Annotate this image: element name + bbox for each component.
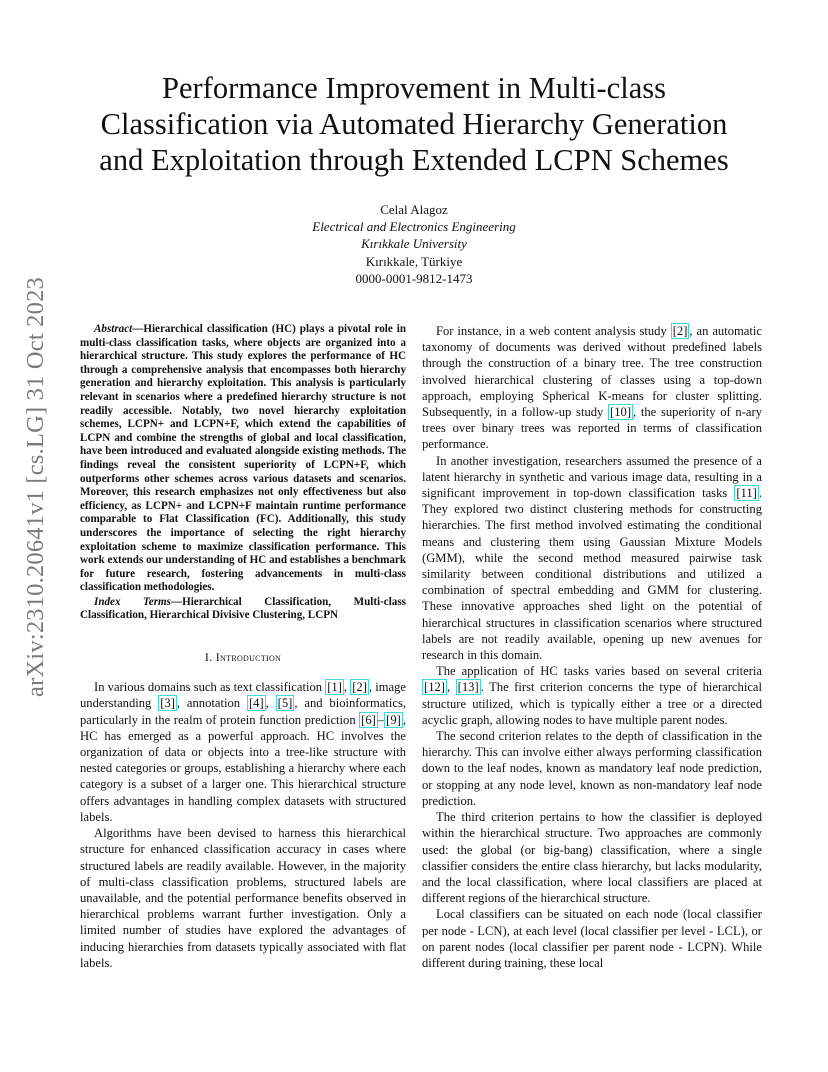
abstract-text: —Hierarchical classification (HC) plays a pivotal role in multi-class classification tasks, where objects are organized into a hierarchical structure. This study explores the performance of HC through a comprehensive analysis that encompasses both hierarchy generation and hierarchy exploitation. This analysis is particularly relevant in scenarios where a predefined hierarchy structure is not readily accessible. Notably, two novel hierarchy exploitation schemes, LCPN+ and LCPN+F, which extend the capabilities of LCPN and combine the strengths of global and local classification, have been introduced and evaluated alongside existing methods. The findings reveal the consistent superiority of LCPN+F, which outperforms other schemes across various datasets and scenarios. Moreover, this research emphasizes not only effectiveness but also efficiency, as LCPN+ and LCPN+F maintain runtime performance comparable to Flat Classification (FC). Additionally, this study underscores the importance of selecting the right hierarchy exploitation scheme to maximize classification performance. This work extends our understanding of HC and establishes a benchmark for future research, fostering advancements in multi-class classification methodologies. — [80, 323, 406, 594]
citation-link[interactable]: [2] — [352, 680, 367, 695]
index-terms-text: —Hierarchical Classification, Multi-class Classification, Hierarchical Divisive Clustering, LCPN — [80, 595, 406, 622]
abstract-label: Abstract — [94, 323, 133, 335]
body-paragraph: Algorithms have been devised to harness this hierarchical structure for enhanced classification accuracy in cases where structured labels are readily available. However, in the majority of multi-class classification problems, structured labels are unavailable, and the potential performance benefits observed in hierarchical problems warrant further investigation. Only a limited number of studies have explored the advantages of inducing hierarchies from datasets typically associated with flat labels. — [80, 826, 406, 970]
author-orcid: 0000-0001-9812-1473 — [355, 270, 473, 286]
left-column — [80, 323, 406, 971]
author-location: Kırıkkale, Türkiye — [365, 253, 463, 269]
section-heading: I. Introduction — [204, 650, 282, 665]
citation-link[interactable]: [6] — [361, 712, 376, 727]
author-block — [214, 201, 614, 287]
index-terms-label: Index Terms — [94, 595, 171, 608]
citation-link[interactable]: [5] — [277, 696, 293, 711]
citation-link[interactable]: [13] — [457, 680, 479, 695]
abstract — [80, 323, 406, 595]
citation-link[interactable]: [3] — [160, 696, 175, 711]
citation-link[interactable]: [9] — [386, 712, 401, 727]
right-body-text — [422, 323, 762, 971]
title-line: Classification via Automated Hierarchy Generation — [100, 107, 728, 141]
title-line: and Exploitation through Extended LCPN Schemes — [99, 143, 729, 177]
author-name: Celal Alagoz — [380, 202, 448, 217]
citation-link[interactable]: [12] — [424, 680, 445, 695]
citation-link[interactable]: [2] — [672, 324, 688, 338]
arxiv-identifier — [16, 277, 56, 697]
author-department: Electrical and Electronics Engineering — [312, 219, 516, 235]
body-paragraph: For instance, in a web content analysis study [2] , an automatic taxonomy of documents was derived without predefined labels through the construction of a binary tree. The tree construction involved hierarchical clustering of classes using a top-down approach, employing Spherical K-means for cluster splitting. Subsequently, in a follow-up study [10] , the superiority of n-ary trees over binary trees was reported in terms of classification performance. — [422, 324, 762, 452]
citation-link[interactable]: [10] — [610, 405, 632, 420]
right-column — [422, 323, 762, 971]
body-paragraph: Local classifiers can be situated on each node (local classifier per node - LCN), at each level (local classifier per level - LCL), or on parent nodes (local classifier per parent node - LCPN). While different during training, these local — [422, 907, 762, 970]
body-paragraph: In various domains such as text classification [1] , [2] , image understanding [3] , annotation [4] , [5] , and bioinformatics, particularly in the realm of protein function prediction [6] – [9] , HC has emerged as a powerful approach. HC involves the organization of data or objects into a tree-like structure with nested categories or groups, establishing a hierarchy where each category is a subset of a larger one. This hierarchical structure offers advantages in handling complex datasets with structured labels. — [80, 680, 407, 824]
citation-link[interactable]: [1] — [327, 680, 342, 695]
body-paragraph: The second criterion relates to the depth of classification in the hierarchy. This can involve either always performing classification down to the leaf nodes, known as mandatory leaf node prediction, or stopping at any node level, known as non-mandatory leaf node prediction. — [422, 729, 762, 808]
body-paragraph: The third criterion pertains to how the classifier is deployed within the hierarchical structure. Two approaches are commonly used: the global (or big-bang) classification, where a single classifier considers the entire class hierarchy, but lacks modularity, and the local classification, where local classifiers are placed at different regions of the hierarchical structure. — [422, 810, 762, 906]
citation-link[interactable]: [11] — [736, 486, 757, 501]
index-terms — [80, 596, 406, 623]
arxiv-identifier-text: arXiv:2310.20641v1 [cs.LG] 31 Oct 2023 — [22, 277, 50, 697]
title-line: Performance Improvement in Multi-class — [162, 71, 666, 105]
body-paragraph: In another investigation, researchers assumed the presence of a latent hierarchy in synthetic and various image data, resulting in a significant improvement in top-down classification tasks [11] . They explored two distinct clustering methods for constructing hierarchies. The first method involved estimating the conditional means and clustering them using Gaussian Mixture Models (GMM), while the second method measured pairwise task similarity between conditional distributions and utilized a combination of spectral embedding and GMM for clustering. These innovative approaches shed light on the potential of hierarchical structures in classification scenarios where structured labels are not readily available, opening up new avenues for research in this domain. — [422, 453, 762, 663]
paper-title — [60, 70, 768, 178]
citation-link[interactable]: [4] — [248, 696, 264, 711]
author-university: Kırıkkale University — [361, 236, 467, 252]
left-body-text — [80, 679, 406, 971]
body-paragraph: The application of HC tasks varies based on several criteria [12] , [13] . The first criterion concerns the type of hierarchical structure utilized, which is typically either a tree or a directed acyclic graph, allowing nodes to have multiple parent nodes. — [422, 664, 762, 727]
